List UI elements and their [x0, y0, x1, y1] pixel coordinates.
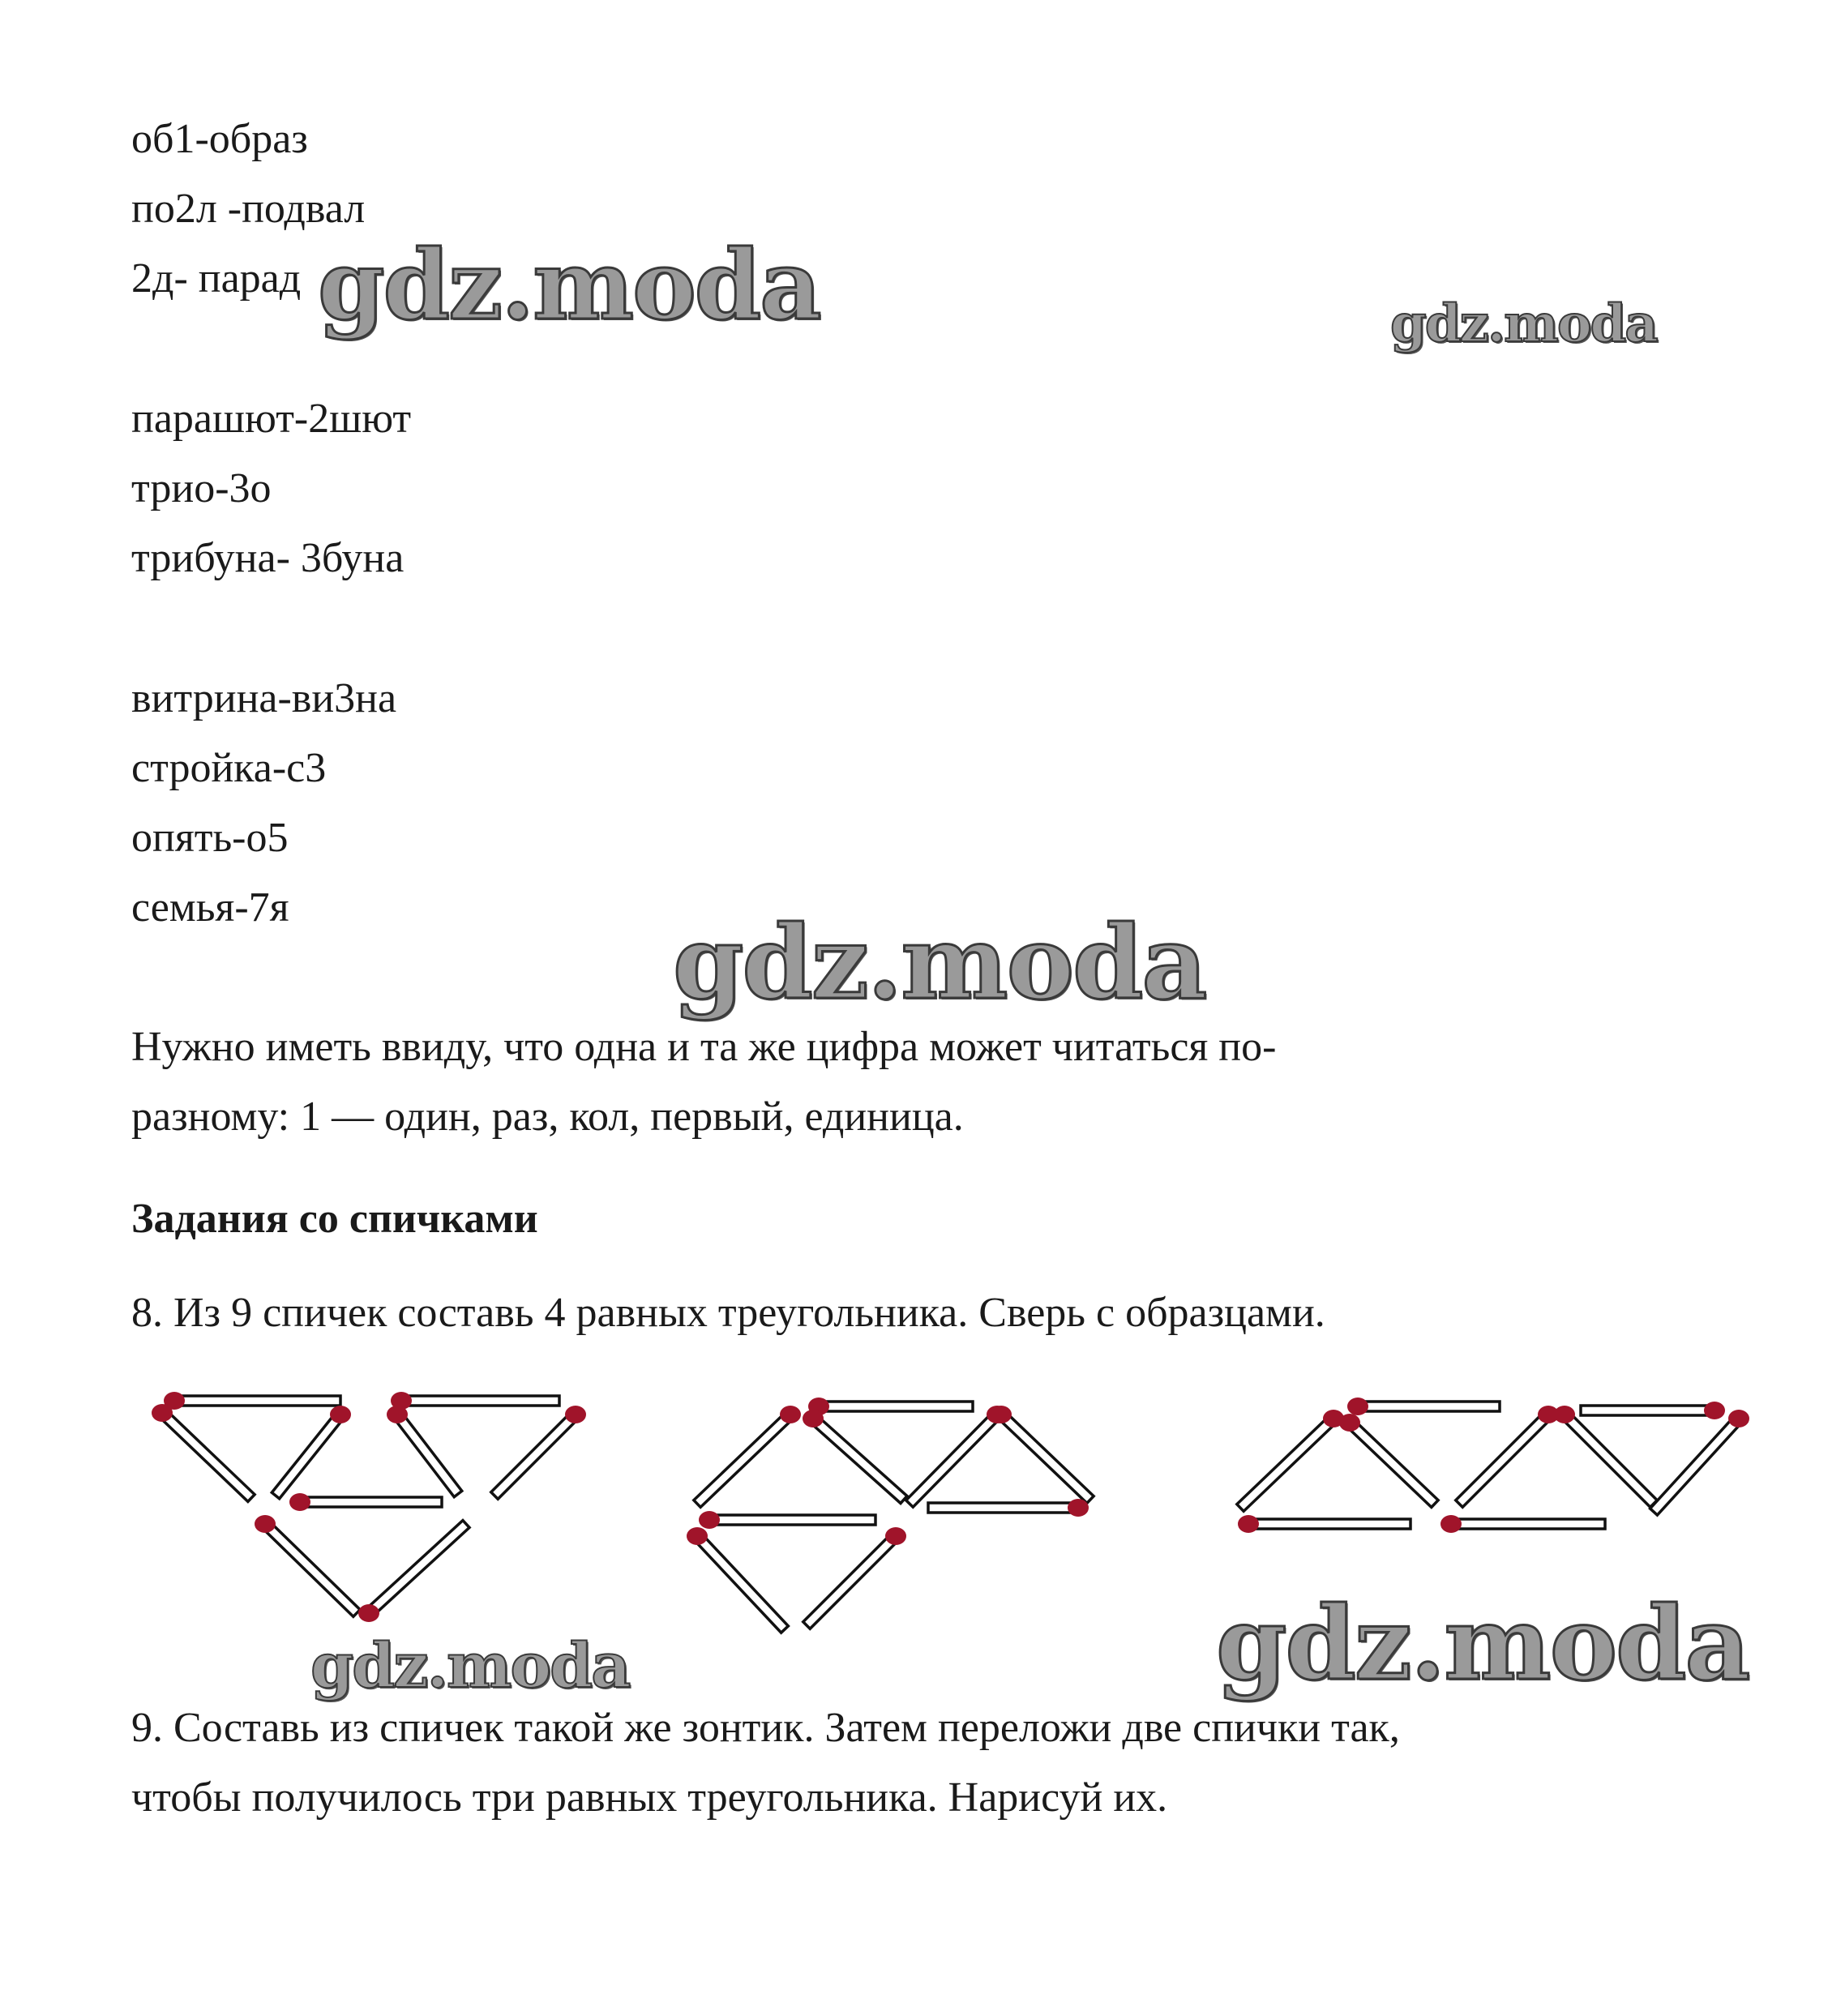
watermark: gdz.moda — [1216, 1585, 1749, 1703]
puzzle-line: стройка-с3 — [131, 745, 327, 791]
match-head — [1347, 1398, 1368, 1415]
match-head — [1554, 1406, 1575, 1423]
match-stick-body — [906, 1411, 1001, 1507]
match-stick-body — [928, 1503, 1078, 1513]
matchstick — [1237, 1410, 1344, 1511]
match-stick-body — [1650, 1415, 1743, 1515]
watermark: gdz.moda — [318, 229, 820, 341]
puzzle-line: витрина-ви3на — [131, 675, 397, 721]
matchstick — [928, 1499, 1089, 1517]
matchstick — [491, 1406, 586, 1499]
matchstick — [1554, 1406, 1657, 1507]
match-stick-body — [709, 1515, 875, 1525]
match-head — [1728, 1410, 1749, 1427]
matchstick — [991, 1406, 1094, 1503]
watermark: gdz.moda — [1390, 293, 1657, 354]
section-title: Задания со спичками — [131, 1196, 538, 1242]
matchstick — [1339, 1414, 1438, 1507]
matchstick — [687, 1527, 788, 1633]
matchstick — [164, 1392, 340, 1410]
matchstick — [1347, 1398, 1500, 1415]
match-stick-body — [491, 1411, 579, 1499]
puzzle-line: семья-7я — [131, 884, 289, 931]
match-stick-body — [810, 1415, 907, 1504]
puzzle-line: парашют-2шют — [131, 396, 412, 442]
watermark: gdz.moda — [310, 1629, 630, 1701]
match-stick-body — [803, 1533, 899, 1629]
match-stick-body — [1451, 1519, 1605, 1529]
matchstick — [906, 1406, 1008, 1507]
match-stick-body — [1561, 1411, 1657, 1507]
task-9-text: 9. Составь из спичек такой же зонтик. Затем переложи две спички так, — [131, 1705, 1400, 1751]
puzzle-line: об1-образ — [131, 116, 308, 162]
note-line: Нужно иметь ввиду, что одна и та же цифра может читаться по- — [131, 1024, 1277, 1070]
match-head — [687, 1527, 708, 1545]
matchstick — [358, 1521, 469, 1622]
match-head — [780, 1406, 801, 1423]
match-stick-body — [393, 1411, 462, 1496]
match-head — [991, 1406, 1012, 1423]
match-head — [330, 1406, 351, 1423]
match-stick-body — [694, 1411, 794, 1508]
task-8-text: 8. Из 9 спичек составь 4 равных треугольника. Сверь с образцами. — [131, 1290, 1325, 1336]
matchstick — [272, 1406, 351, 1499]
matchstick — [1581, 1402, 1725, 1419]
matchstick — [1650, 1410, 1749, 1515]
match-stick-body — [272, 1411, 344, 1498]
puzzle-line: по2л -подвал — [131, 186, 366, 232]
match-head — [565, 1406, 586, 1423]
match-stick-body — [1346, 1419, 1438, 1508]
matchstick — [391, 1392, 559, 1410]
match-head — [255, 1515, 276, 1533]
match-stick-body — [819, 1402, 973, 1411]
matchstick — [1238, 1515, 1411, 1533]
match-head — [885, 1527, 906, 1545]
match-stick-body — [174, 1396, 340, 1406]
match-stick-body — [1581, 1406, 1714, 1415]
match-stick-body — [366, 1521, 469, 1617]
match-stick-body — [998, 1411, 1094, 1504]
match-head — [1704, 1402, 1725, 1419]
watermark: gdz.moda — [673, 904, 1206, 1022]
puzzle-line: опять-о5 — [131, 815, 289, 861]
task-9-text: чтобы получилось три равных треугольника. Нарисуй их. — [131, 1774, 1168, 1821]
matchstick — [808, 1398, 973, 1415]
matchstick — [289, 1493, 442, 1511]
match-head — [1238, 1515, 1259, 1533]
matchstick — [152, 1404, 255, 1501]
match-stick-body — [300, 1497, 442, 1507]
match-head — [387, 1406, 408, 1423]
matchstick — [387, 1406, 462, 1497]
match-stick-body — [262, 1521, 360, 1617]
match-stick-body — [694, 1533, 789, 1633]
puzzle-line: 2д- парад — [131, 255, 302, 302]
match-head — [1339, 1414, 1360, 1432]
match-head — [152, 1404, 173, 1422]
match-head — [1440, 1515, 1462, 1533]
match-stick-body — [1358, 1402, 1500, 1411]
match-head — [1068, 1499, 1089, 1517]
puzzle-line: трио-3о — [131, 465, 272, 511]
match-stick-body — [159, 1410, 255, 1502]
note-line: разному: 1 — один, раз, кол, первый, единица. — [131, 1094, 964, 1140]
match-head — [699, 1511, 720, 1529]
matchstick — [694, 1406, 801, 1507]
matchstick — [803, 1410, 907, 1503]
matchstick — [1456, 1406, 1559, 1507]
matchstick — [699, 1511, 875, 1529]
match-stick-body — [1237, 1415, 1337, 1512]
matchstick — [1440, 1515, 1605, 1533]
match-stick-body — [1248, 1519, 1411, 1529]
matchstick — [803, 1527, 906, 1629]
match-head — [803, 1410, 824, 1427]
match-head — [358, 1604, 379, 1622]
matchstick — [255, 1515, 360, 1616]
match-stick-body — [401, 1396, 559, 1406]
match-stick-body — [1456, 1411, 1552, 1507]
puzzle-line: трибуна- 3буна — [131, 535, 405, 581]
match-head — [289, 1493, 310, 1511]
